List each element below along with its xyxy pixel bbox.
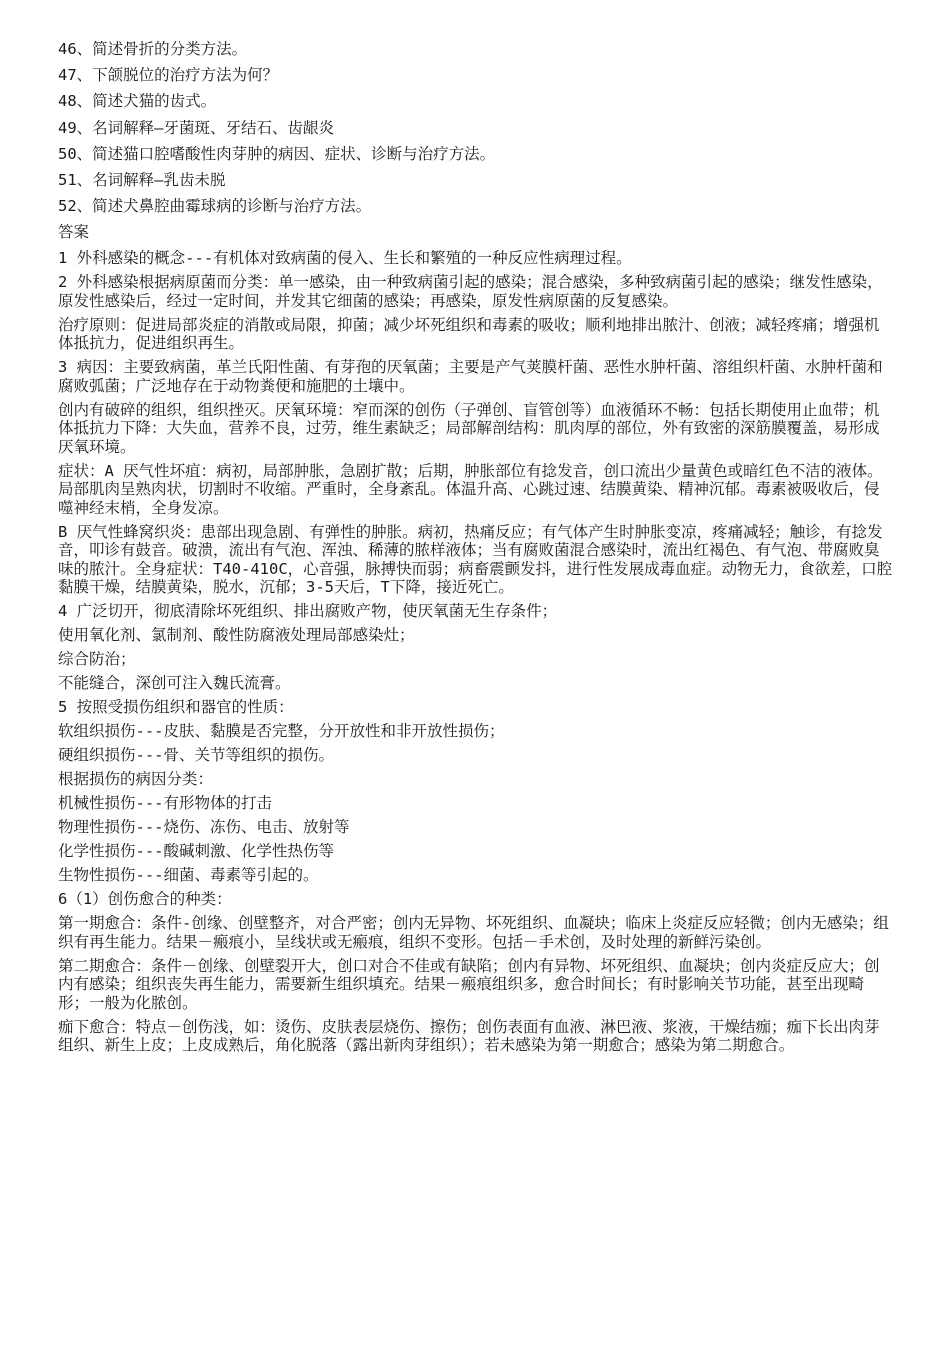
answer-2-treatment: 治疗原则：促进局部炎症的消散或局限，抑菌；减少坏死组织和毒素的吸收；顺利地排出脓汁、创液；减轻疼痛；增强机体抵抗力，促进组织再生。 [58,315,880,353]
answer-heading: 答案 [58,223,90,242]
question-50: 50、简述猫口腔嗜酸性肉芽肿的病因、症状、诊断与治疗方法。 [58,144,496,163]
answer-3-conditions: 创内有破碎的组织，组织挫灭。厌氧环境：窄而深的创伤（子弹创、盲管创等）血液循环不畅：包括长期使用止血带；机体抵抗力下降：大失血，营养不良，过劳，维生素缺乏；局部解剖结构：肌肉厚的部位，外有致密的深筋膜覆盖，易形成厌氧环境。 [58,400,880,456]
answer-6-first-intention: 第一期愈合：条件-创缘、创壁整齐，对合严密；创内无异物、坏死组织、血凝块；临床上炎症反应轻微；创内无感染；组织有再生能力。结果－瘢痕小，呈线状或无瘢痕，组织不变形。包括－手术创，及时处理的新鲜污染创。 [58,914,889,951]
answer-2-classification: 2 外科感染根据病原菌而分类：单一感染，由一种致病菌引起的感染；混合感染，多种致病菌引起的感染；继发性感染，原发性感染后，经过一定时间，并发其它细菌的感染；再感染，原发性病原菌的反复感染。 [58,273,883,310]
question-49: 49、名词解释—牙菌斑、牙结石、齿龈炎 [58,118,334,137]
question-52: 52、简述犬鼻腔曲霉球病的诊断与治疗方法。 [58,197,372,216]
answer-body [58,249,893,1055]
question-list [58,40,893,216]
answer-5-by-nature: 5 按照受损伤组织和器官的性质： [58,698,294,717]
answer-5-physical: 物理性损伤---烧伤、冻伤、电击、放射等 [58,818,350,837]
answer-5-by-cause: 根据损伤的病因分类： [58,770,214,789]
answer-4-comprehensive: 综合防治； [58,650,136,669]
answer-6-heading: 6（1）创伤愈合的种类： [58,890,232,909]
answer-5-hard-tissue: 硬组织损伤---骨、关节等组织的损伤。 [58,746,334,765]
answer-5-chemical: 化学性损伤---酸碱刺激、化学性热伤等 [58,842,334,861]
question-48: 48、简述犬猫的齿式。 [58,92,217,111]
question-51: 51、名词解释—乳齿未脱 [58,170,226,189]
answer-4-incision: 4 广泛切开，彻底清除坏死组织、排出腐败产物，使厌氧菌无生存条件； [58,602,558,621]
answer-4-oxidizer: 使用氧化剂、氯制剂、酸性防腐液处理局部感染灶； [58,626,415,645]
question-47: 47、下颌脱位的治疗方法为何？ [58,66,279,85]
answer-5-biological: 生物性损伤---细菌、毒素等引起的。 [58,866,319,885]
answer-1-definition: 1 外科感染的概念---有机体对致病菌的侵入、生长和繁殖的一种反应性病理过程。 [58,249,632,268]
answer-3-cause: 3 病因：主要致病菌，革兰氏阳性菌、有芽孢的厌氧菌；主要是产气荚膜杆菌、恶性水肿杆菌、溶组织杆菌、水肿杆菌和腐败弧菌；广泛地存在于动物粪便和施肥的土壤中。 [58,358,883,395]
document-page [58,40,893,1060]
answer-5-mechanical: 机械性损伤---有形物体的打击 [58,794,272,813]
answer-3-symptoms-b: B 厌气性蜂窝织炎：患部出现急剧、有弹性的肿胀。病初，热痛反应；有气体产生时肿胀变凉，疼痛减轻；触诊，有捻发音，叩诊有鼓音。破溃，流出有气泡、浑浊、稀薄的脓样液体；当有腐败菌混合感染时，流出红褐色、有气泡、带腐败臭味的脓汁。全身症状：T40-410C，心音强，脉搏快而弱；病畜震颤发抖，进行性发展成毒血症。动物无力，食欲差，口腔黏膜干燥，结膜黄染，脱水，沉郁；3-5天后，T下降，接近死亡。 [58,522,893,597]
answer-3-symptoms-a: 症状：A 厌气性坏疽：病初，局部肿胀，急剧扩散；后期，肿胀部位有捻发音，创口流出少量黄色或暗红色不洁的液体。局部肌肉呈熟肉状，切割时不收缩。严重时，全身紊乱。体温升高、心跳过速、结膜黄染、精神沉郁。毒素被吸收后，侵噬神经末梢，全身发凉。 [58,461,883,517]
answer-5-soft-tissue: 软组织损伤---皮肤、黏膜是否完整，分开放性和非开放性损伤； [58,722,505,741]
answer-6-second-intention: 第二期愈合：条件－创缘、创壁裂开大，创口对合不佳或有缺陷；创内有异物、坏死组织、血凝块；创内炎症反应大；创内有感染；组织丧失再生能力，需要新生组织填充。结果－瘢痕组织多，愈合时间长；有时影响关节功能，甚至出现畸形；一般为化脓创。 [58,956,880,1012]
answer-6-scab-healing: 痂下愈合：特点－创伤浅，如：烫伤、皮肤表层烧伤、擦伤；创伤表面有血液、淋巴液、浆液，干燥结痂；痂下长出肉芽组织、新生上皮；上皮成熟后，角化脱落（露出新肉芽组织）；若未感染为第一期愈合；感染为第二期愈合。 [58,1017,880,1055]
question-46: 46、简述骨折的分类方法。 [58,40,248,58]
answer-4-no-suture: 不能缝合，深创可注入魏氏流膏。 [58,674,291,693]
